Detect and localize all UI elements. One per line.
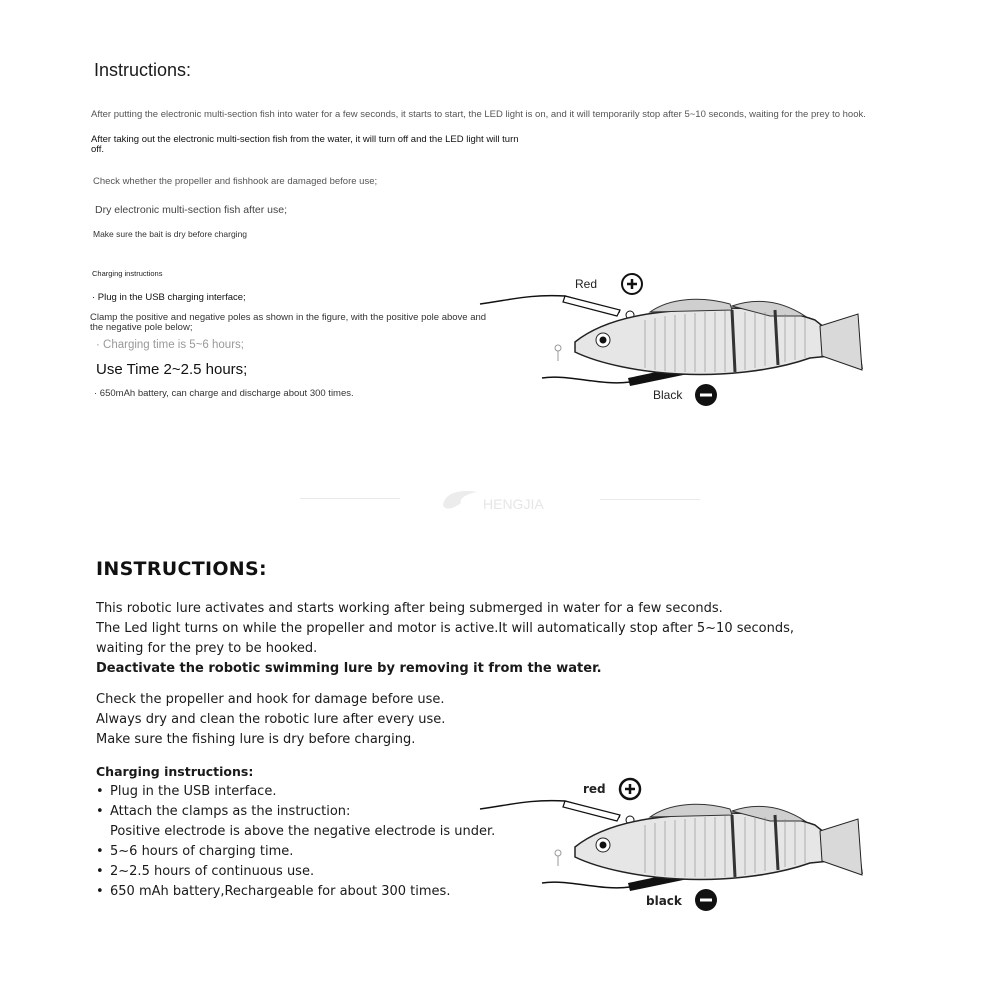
negative-wire-label: Black [653,388,683,402]
top-care-dry: Dry electronic multi-section fish after use; [95,204,287,216]
minus-circle-icon [695,889,717,911]
fish-illustration [480,801,862,891]
bottom-care-line: Always dry and clean the robotic lure after every use. [96,712,446,727]
hengjia-watermark-logo [437,485,567,515]
bullet-text: 5~6 hours of charging time. [110,844,294,859]
bottom-care-line: Make sure the fishing lure is dry before charging. [96,732,416,747]
top-paragraph-deactivation: After taking out the electronic multi-section fish from the water, it will turn off and the LED light will turn off. [91,134,519,155]
bullet-text: 2~2.5 hours of continuous use. [110,864,315,879]
watermark-brand-text: HENGJIA [483,496,544,512]
top-instructions-title: Instructions: [94,60,192,80]
plus-circle-icon [622,274,642,294]
bottom-paragraph-line: The Led light turns on while the propeller and motor is active.It will automatically stop after 5~10 seconds, [96,621,795,636]
plus-circle-icon [620,779,640,799]
bottom-charging-heading: Charging instructions: [96,764,254,779]
top-charging-item: Clamp the positive and negative poles as shown in the figure, with the positive pole above and the negative pole below; [90,312,487,333]
bottom-paragraph-line: waiting for the prey to be hooked. [96,641,318,656]
bottom-instructions-title: INSTRUCTIONS: [96,558,267,580]
top-care-charge-dry: Make sure the bait is dry before charging [93,229,248,239]
top-charging-item: · Charging time is 5~6 hours; [96,339,244,351]
top-charging-item: · 650mAh battery, can charge and discharge about 300 times. [94,388,354,399]
charging-bullet-subline: Positive electrode is above the negative electrode is under. [110,824,496,839]
charging-bullet-item [96,862,314,882]
bottom-paragraph-line: This robotic lure activates and starts working after being submerged in water for a few seconds. [96,601,723,616]
bullet-icon: • [96,784,104,799]
charging-bullet-item [96,842,293,862]
bullet-icon: • [96,804,104,819]
charging-bullet-item [96,782,276,802]
negative-wire-label: black [646,894,682,908]
minus-circle-icon [695,384,717,406]
top-charging-item: · Plug in the USB charging interface; [92,292,246,303]
positive-wire-label: Red [575,277,598,291]
top-paragraph-activation: After putting the electronic multi-section fish into water for a few seconds, it starts to start, the LED light is on, and it will temporarily stop after 5~10 seconds, waiting for the prey to hook. [91,109,866,120]
bottom-care-line: Check the propeller and hook for damage before use. [96,692,445,707]
fish-illustration [480,296,862,386]
bullet-text: Attach the clamps as the instruction: [110,804,351,819]
top-fish-charging-diagram [470,260,890,420]
top-charging-item: Use Time 2~2.5 hours; [96,361,248,378]
positive-wire-label: red [583,782,606,796]
top-care-check: Check whether the propeller and fishhook are damaged before use; [93,176,378,187]
charging-bullet-item [96,882,450,902]
bottom-fish-charging-diagram [470,765,890,925]
bullet-text: 650 mAh battery,Rechargeable for about 300 times. [110,884,451,899]
bullet-icon: • [96,844,104,859]
top-charging-heading: Charging instructions [92,269,163,278]
watermark-divider-right [600,499,700,500]
charging-bullet-item [96,802,350,822]
bullet-icon: • [96,864,104,879]
watermark-divider-left [300,498,400,499]
bottom-deactivate-note: Deactivate the robotic swimming lure by removing it from the water. [96,661,602,676]
bullet-text: Plug in the USB interface. [110,784,277,799]
bullet-icon: • [96,884,104,899]
